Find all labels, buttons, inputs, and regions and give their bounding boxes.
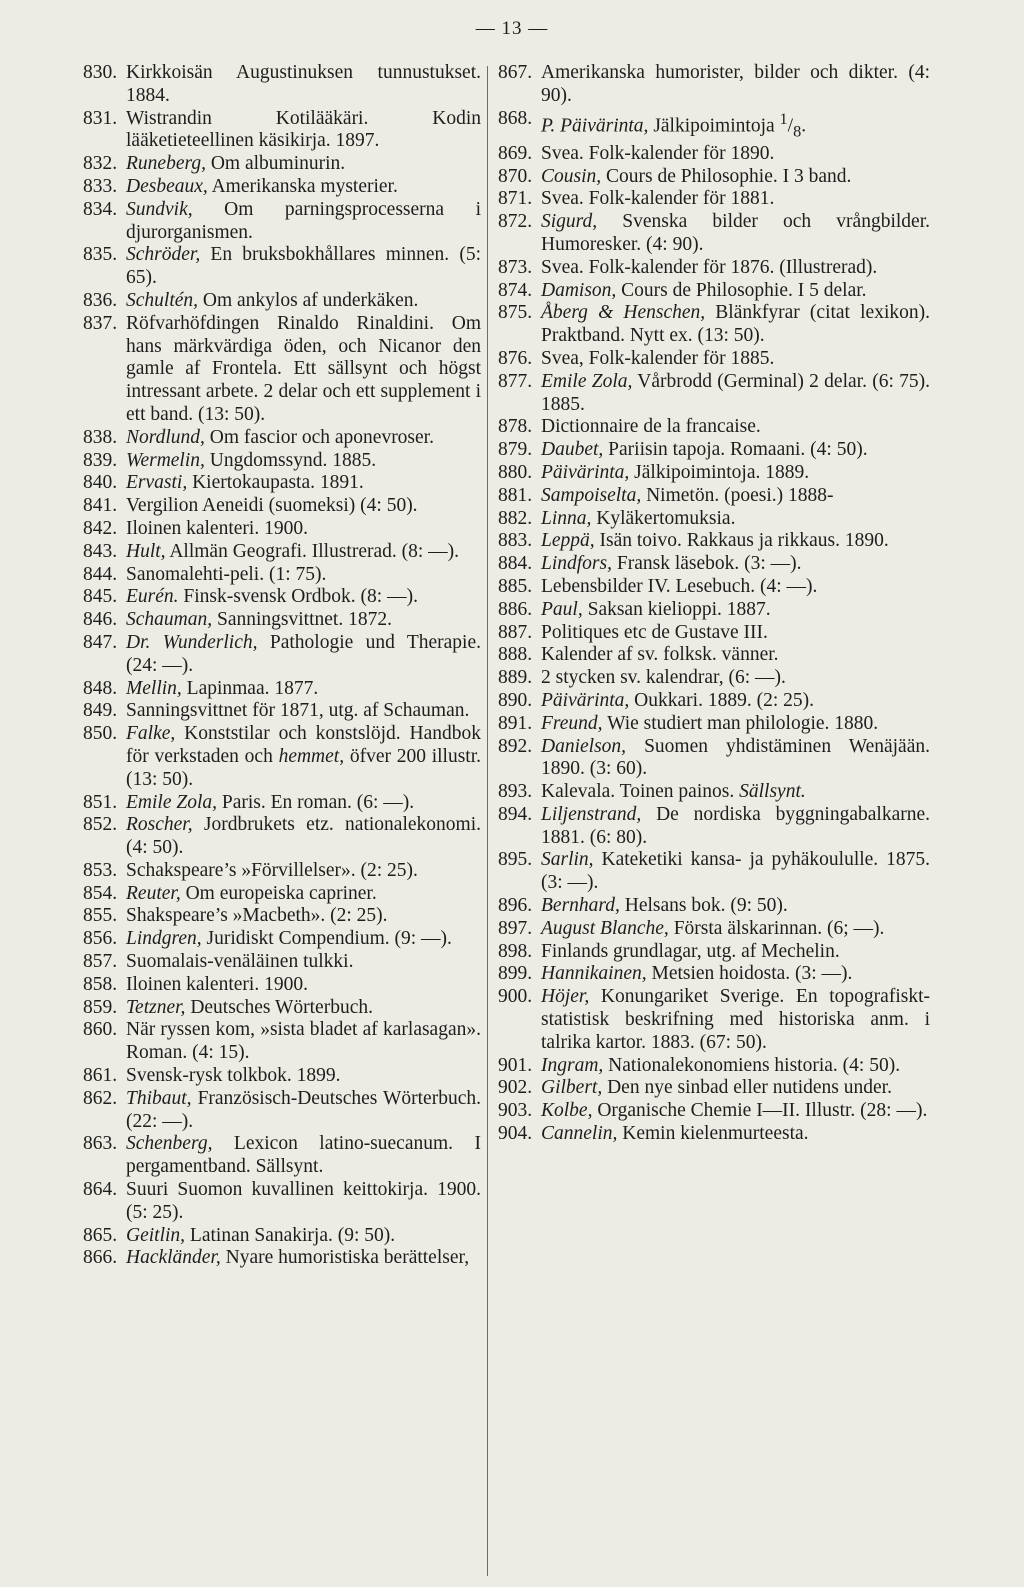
entry-text: Wistrandin Kotilääkäri. Kodin lääketieteellinen käsikirja. 1897. [126, 107, 481, 152]
entry-text: Hackländer, Nyare humoristiska berättelser, [126, 1247, 470, 1269]
entry-number: 867. [498, 62, 533, 83]
catalog-entry [83, 450, 481, 473]
catalog-entry [83, 108, 481, 154]
entry-number: 839. [83, 449, 118, 471]
entry-number: 845. [83, 586, 118, 608]
catalog-entry [83, 951, 481, 974]
entry-number: 868. [498, 107, 533, 129]
catalog-entry [83, 244, 481, 290]
entry-text: Suomalais-venäläinen tulkki. [126, 951, 354, 973]
entry-number: 882. [498, 507, 533, 529]
catalog-entry [498, 143, 930, 166]
entry-number: 854. [83, 882, 118, 904]
entry-number: 881. [498, 484, 533, 506]
catalog-entry [498, 485, 930, 508]
entry-text: 2 stycken sv. kalendrar, (6: —). [541, 667, 786, 689]
entry-text: Schultén, Om ankylos af underkäken. [126, 289, 419, 311]
entry-number: 849. [83, 700, 118, 722]
catalog-entry [498, 439, 930, 462]
entry-number: 894. [498, 803, 533, 825]
entry-text: Iloinen kalenteri. 1900. [126, 517, 308, 539]
entry-number: 850. [83, 723, 118, 745]
catalog-entry [83, 153, 481, 176]
entry-number: 858. [83, 973, 118, 995]
entry-text: Wermelin, Ungdomssynd. 1885. [126, 449, 377, 471]
entry-text: Sarlin, Kateketiki kansa- ja pyhäkoululle. 1875. (3: —). [541, 849, 930, 894]
entry-number: 860. [83, 1019, 118, 1041]
catalog-entry [83, 495, 481, 518]
entry-text: Päivärinta, Jälkipoimintoja. 1889. [541, 461, 810, 483]
entry-number: 900. [498, 986, 533, 1008]
entry-number: 888. [498, 644, 533, 666]
catalog-entry [498, 508, 930, 531]
entry-text: Röfvarhöfdingen Rinaldo Rinaldini. Om hans märkvärdiga öden, och Nicanor den gamle af Frontela. Ett sällsynt och högst intressant arbete. 2 delar och ett supplement i ett band. (13: 50). [126, 312, 481, 425]
entry-number: 883. [498, 530, 533, 552]
entry-text: Emile Zola, Vårbrodd (Germinal) 2 delar. (6: 75). 1885. [541, 370, 930, 415]
entry-number: 862. [83, 1087, 118, 1109]
entry-text: Kolbe, Organische Chemie I—II. Illustr. (28: —). [541, 1100, 928, 1122]
catalog-entry [498, 62, 930, 108]
entry-text: Höjer, Konungariket Sverige. En topografiskt-statistisk beskrifning med historiska anm. i talrika kartor. 1883. (67: 50). [541, 986, 930, 1053]
catalog-entry [83, 564, 481, 587]
catalog-entry [498, 690, 930, 713]
entry-text: Reuter, Om europeiska capriner. [126, 882, 377, 904]
entry-text: Ingram, Nationalekonomiens historia. (4: 50). [541, 1054, 901, 1076]
entry-text: Svea. Folk-kalender för 1890. [541, 142, 775, 164]
catalog-entry [83, 723, 481, 791]
entry-text: Suuri Suomon kuvallinen keittokirja. 1900. (5: 25). [126, 1179, 481, 1223]
catalog-entry [83, 700, 481, 723]
entry-number: 890. [498, 689, 533, 711]
catalog-entry [498, 895, 930, 918]
entry-text: Ervasti, Kiertokaupasta. 1891. [126, 472, 364, 494]
entry-number: 866. [83, 1247, 118, 1269]
entry-text: Danielson, Suomen yhdistäminen Wenäjään. 1890. (3: 60). [541, 735, 930, 780]
entry-number: 842. [83, 517, 118, 539]
catalog-entry [83, 1225, 481, 1248]
entry-number: 864. [83, 1179, 118, 1201]
right-column [498, 62, 930, 1146]
entry-number: 834. [83, 198, 118, 220]
entry-number: 830. [83, 62, 118, 83]
catalog-entry [498, 713, 930, 736]
entry-text: Lebensbilder IV. Lesebuch. (4: —). [541, 575, 818, 597]
entry-number: 879. [498, 439, 533, 461]
entry-number: 880. [498, 461, 533, 483]
entry-text: Schakspeare’s »Förvillelser». (2: 25). [126, 859, 418, 881]
catalog-entry [83, 1065, 481, 1088]
catalog-entry [83, 541, 481, 564]
entry-text: Schauman, Sanningsvittnet. 1872. [126, 609, 392, 631]
entry-number: 870. [498, 165, 533, 187]
entry-text: Daubet, Pariisin tapoja. Romaani. (4: 50). [541, 439, 868, 461]
entry-text: Svea. Folk-kalender för 1876. (Illustrerad). [541, 256, 878, 278]
entry-number: 895. [498, 849, 533, 871]
entry-text: Nordlund, Om fascior och aponevroser. [126, 426, 434, 448]
entry-number: 833. [83, 175, 118, 197]
entry-text: Damison, Cours de Philosophie. I 5 delar. [541, 279, 867, 301]
entry-number: 887. [498, 621, 533, 643]
entry-number: 875. [498, 302, 533, 324]
entry-text: Päivärinta, Oukkari. 1889. (2: 25). [541, 689, 814, 711]
catalog-entry [83, 1179, 481, 1225]
entry-text: Leppä, Isän toivo. Rakkaus ja rikkaus. 1890. [541, 530, 889, 552]
entry-number: 859. [83, 996, 118, 1018]
entry-number: 865. [83, 1224, 118, 1246]
catalog-entry [498, 622, 930, 645]
entry-number: 901. [498, 1054, 533, 1076]
entry-text: Desbeaux, Amerikanska mysterier. [126, 175, 398, 197]
entry-text: När ryssen kom, »sista bladet af karlasagan». Roman. (4: 15). [126, 1019, 481, 1064]
entry-text: Geitlin, Latinan Sanakirja. (9: 50). [126, 1224, 396, 1246]
entry-text: Amerikanska humorister, bilder och dikter. (4: 90). [541, 62, 930, 106]
entry-text: Schröder, En bruksbokhållares minnen. (5: 65). [126, 244, 481, 289]
catalog-entry [498, 257, 930, 280]
entry-number: 836. [83, 289, 118, 311]
catalog-entry [498, 804, 930, 850]
entry-number: 840. [83, 472, 118, 494]
entry-number: 856. [83, 928, 118, 950]
catalog-entry [498, 1055, 930, 1078]
catalog-entry [498, 1077, 930, 1100]
entry-number: 851. [83, 791, 118, 813]
entry-number: 844. [83, 563, 118, 585]
catalog-entry [498, 986, 930, 1054]
catalog-entry [83, 905, 481, 928]
entry-text: Politiques etc de Gustave III. [541, 621, 768, 643]
entry-number: 878. [498, 416, 533, 438]
catalog-entry [83, 586, 481, 609]
entry-text: Sigurd, Svenska bilder och vrångbilder. Humoresker. (4: 90). [541, 211, 930, 255]
catalog-entry [498, 849, 930, 895]
entry-text: Kalevala. Toinen painos. Sällsynt. [541, 781, 806, 803]
entry-text: Dr. Wunderlich, Pathologie und Therapie. (24: —). [126, 631, 482, 676]
entry-text: Kalender af sv. folksk. vänner. [541, 644, 779, 666]
entry-text: Tetzner, Deutsches Wörterbuch. [126, 996, 373, 1018]
entry-number: 857. [83, 951, 118, 973]
entry-number: 891. [498, 712, 533, 734]
catalog-entry [83, 928, 481, 951]
entry-number: 855. [83, 905, 118, 927]
entry-text: Bernhard, Helsans bok. (9: 50). [541, 895, 788, 917]
entry-number: 835. [83, 244, 118, 266]
catalog-entry [83, 1133, 481, 1179]
entry-text: Mellin, Lapinmaa. 1877. [126, 677, 319, 699]
entry-text: Sanningsvittnet för 1871, utg. af Schauman. [126, 700, 470, 722]
catalog-entry [498, 736, 930, 782]
catalog-entry [83, 792, 481, 815]
entry-number: 869. [498, 142, 533, 164]
entry-text: Falke, Konststilar och konstslöjd. Handbok för verkstaden och hemmet, öfver 200 illustr. (13: 50). [126, 723, 481, 790]
entry-text: Sanomalehti-peli. (1: 75). [126, 563, 327, 585]
catalog-entry [498, 188, 930, 211]
entry-text: Eurén. Finsk-svensk Ordbok. (8: —). [126, 586, 418, 608]
entry-number: 843. [83, 540, 118, 562]
catalog-entry [498, 371, 930, 417]
entry-text: Lindfors, Fransk läsebok. (3: —). [541, 553, 802, 575]
catalog-entry [83, 290, 481, 313]
entry-number: 872. [498, 211, 533, 233]
entry-text: Kirkkoisän Augustinuksen tunnustukset. 1884. [126, 62, 481, 106]
entry-number: 852. [83, 814, 118, 836]
entry-text: Cousin, Cours de Philosophie. I 3 band. [541, 165, 852, 187]
catalog-entry [83, 860, 481, 883]
entry-number: 838. [83, 426, 118, 448]
catalog-entry [83, 632, 481, 678]
entry-number: 893. [498, 781, 533, 803]
entry-text: Hult, Allmän Geografi. Illustrerad. (8: —). [126, 540, 460, 562]
entry-text: Sampoiselta, Nimetön. (poesi.) 1888- [541, 484, 834, 506]
entry-text: Paul, Saksan kielioppi. 1887. [541, 598, 771, 620]
catalog-entry [83, 974, 481, 997]
catalog-entry [83, 427, 481, 450]
entry-text: Cannelin, Kemin kielenmurteesta. [541, 1123, 809, 1145]
entry-text: Svensk-rysk tolkbok. 1899. [126, 1065, 341, 1087]
catalog-entry [498, 781, 930, 804]
entry-number: 846. [83, 609, 118, 631]
entry-text: Sundvik, Om parningsprocesserna i djurorganismen. [126, 198, 481, 243]
column-divider [487, 66, 488, 1576]
entry-number: 837. [83, 312, 118, 334]
entry-number: 903. [498, 1100, 533, 1122]
catalog-entry [498, 348, 930, 371]
catalog-entry [83, 313, 481, 427]
entry-number: 841. [83, 495, 118, 517]
entry-text: Shakspeare’s »Macbeth». (2: 25). [126, 905, 388, 927]
catalog-entry [498, 941, 930, 964]
entry-number: 899. [498, 963, 533, 985]
catalog-entry [498, 576, 930, 599]
catalog-entry [498, 1123, 930, 1146]
entry-number: 885. [498, 575, 533, 597]
catalog-entry [83, 472, 481, 495]
entry-text: Gilbert, Den nye sinbad eller nutidens under. [541, 1077, 892, 1099]
catalog-entry [498, 280, 930, 303]
catalog-entry [83, 176, 481, 199]
entry-number: 847. [83, 631, 118, 653]
entry-number: 889. [498, 667, 533, 689]
entry-number: 896. [498, 895, 533, 917]
catalog-entry [83, 609, 481, 632]
entry-text: Freund, Wie studiert man philologie. 1880. [541, 712, 879, 734]
page-number: — 13 — [475, 18, 549, 39]
entry-text: Lindgren, Juridiskt Compendium. (9: —). [126, 928, 452, 950]
catalog-entry [83, 883, 481, 906]
entry-number: 892. [498, 735, 533, 757]
entry-text: Svea. Folk-kalender för 1881. [541, 188, 775, 210]
entry-text: Dictionnaire de la francaise. [541, 416, 761, 438]
entry-number: 874. [498, 279, 533, 301]
catalog-entry [83, 1088, 481, 1134]
entry-number: 897. [498, 917, 533, 939]
entry-number: 853. [83, 859, 118, 881]
entry-number: 886. [498, 598, 533, 620]
entry-number: 832. [83, 153, 118, 175]
entry-text: Linna, Kyläkertomuksia. [541, 507, 736, 529]
catalog-entry [498, 644, 930, 667]
entry-text: Åberg & Henschen, Blänkfyrar (citat lexikon). Praktband. Nytt ex. (13: 50). [541, 302, 930, 347]
entry-number: 902. [498, 1077, 533, 1099]
entry-text: P. Päivärinta, Jälkipoimintoja $^1/_8$. [541, 109, 807, 140]
entry-text: August Blanche, Första älskarinnan. (6; —). [541, 917, 885, 939]
catalog-entry [83, 678, 481, 701]
entry-number: 873. [498, 256, 533, 278]
catalog-entry [498, 918, 930, 941]
entry-text: Emile Zola, Paris. En roman. (6: —). [126, 791, 415, 813]
entry-number: 898. [498, 940, 533, 962]
entry-number: 831. [83, 107, 118, 129]
catalog-entry [498, 462, 930, 485]
catalog-entry [83, 814, 481, 860]
entry-text: Schenberg, Lexicon latino-suecanum. I pergamentband. Sällsynt. [126, 1133, 481, 1178]
entry-text: Runeberg, Om albuminurin. [126, 153, 346, 175]
catalog-entry [498, 166, 930, 189]
entry-number: 863. [83, 1133, 118, 1155]
entry-number: 848. [83, 677, 118, 699]
catalog-entry [83, 199, 481, 245]
catalog-entry [498, 1100, 930, 1123]
entry-number: 904. [498, 1123, 533, 1145]
entry-number: 877. [498, 370, 533, 392]
catalog-entry [498, 211, 930, 257]
catalog-entry [498, 599, 930, 622]
catalog-entry [498, 530, 930, 553]
catalog-entry [498, 667, 930, 690]
catalog-entry [83, 997, 481, 1020]
catalog-entry [498, 553, 930, 576]
entry-number: 876. [498, 347, 533, 369]
entry-text: Roscher, Jordbrukets etz. nationalekonomi. (4: 50). [126, 814, 481, 859]
entry-text: Liljenstrand, De nordiska byggningabalkarne. 1881. (6: 80). [541, 803, 930, 848]
catalog-entry [83, 1247, 481, 1270]
catalog-entry [83, 62, 481, 108]
entry-text: Svea, Folk-kalender för 1885. [541, 347, 775, 369]
entry-text: Hannikainen, Metsien hoidosta. (3: —). [541, 963, 853, 985]
entry-text: Vergilion Aeneidi (suomeksi) (4: 50). [126, 495, 418, 517]
catalog-entry [83, 1019, 481, 1065]
catalog-entry [498, 108, 930, 143]
catalog-entry [498, 302, 930, 348]
entry-text: Iloinen kalenteri. 1900. [126, 973, 308, 995]
catalog-entry [83, 518, 481, 541]
entry-number: 861. [83, 1065, 118, 1087]
entry-text: Thibaut, Französisch-Deutsches Wörterbuch. (22: —). [126, 1087, 481, 1132]
entry-number: 871. [498, 188, 533, 210]
left-column [83, 62, 481, 1270]
entry-text: Finlands grundlagar, utg. af Mechelin. [541, 940, 840, 962]
catalog-entry [498, 963, 930, 986]
entry-number: 884. [498, 553, 533, 575]
catalog-entry [498, 416, 930, 439]
